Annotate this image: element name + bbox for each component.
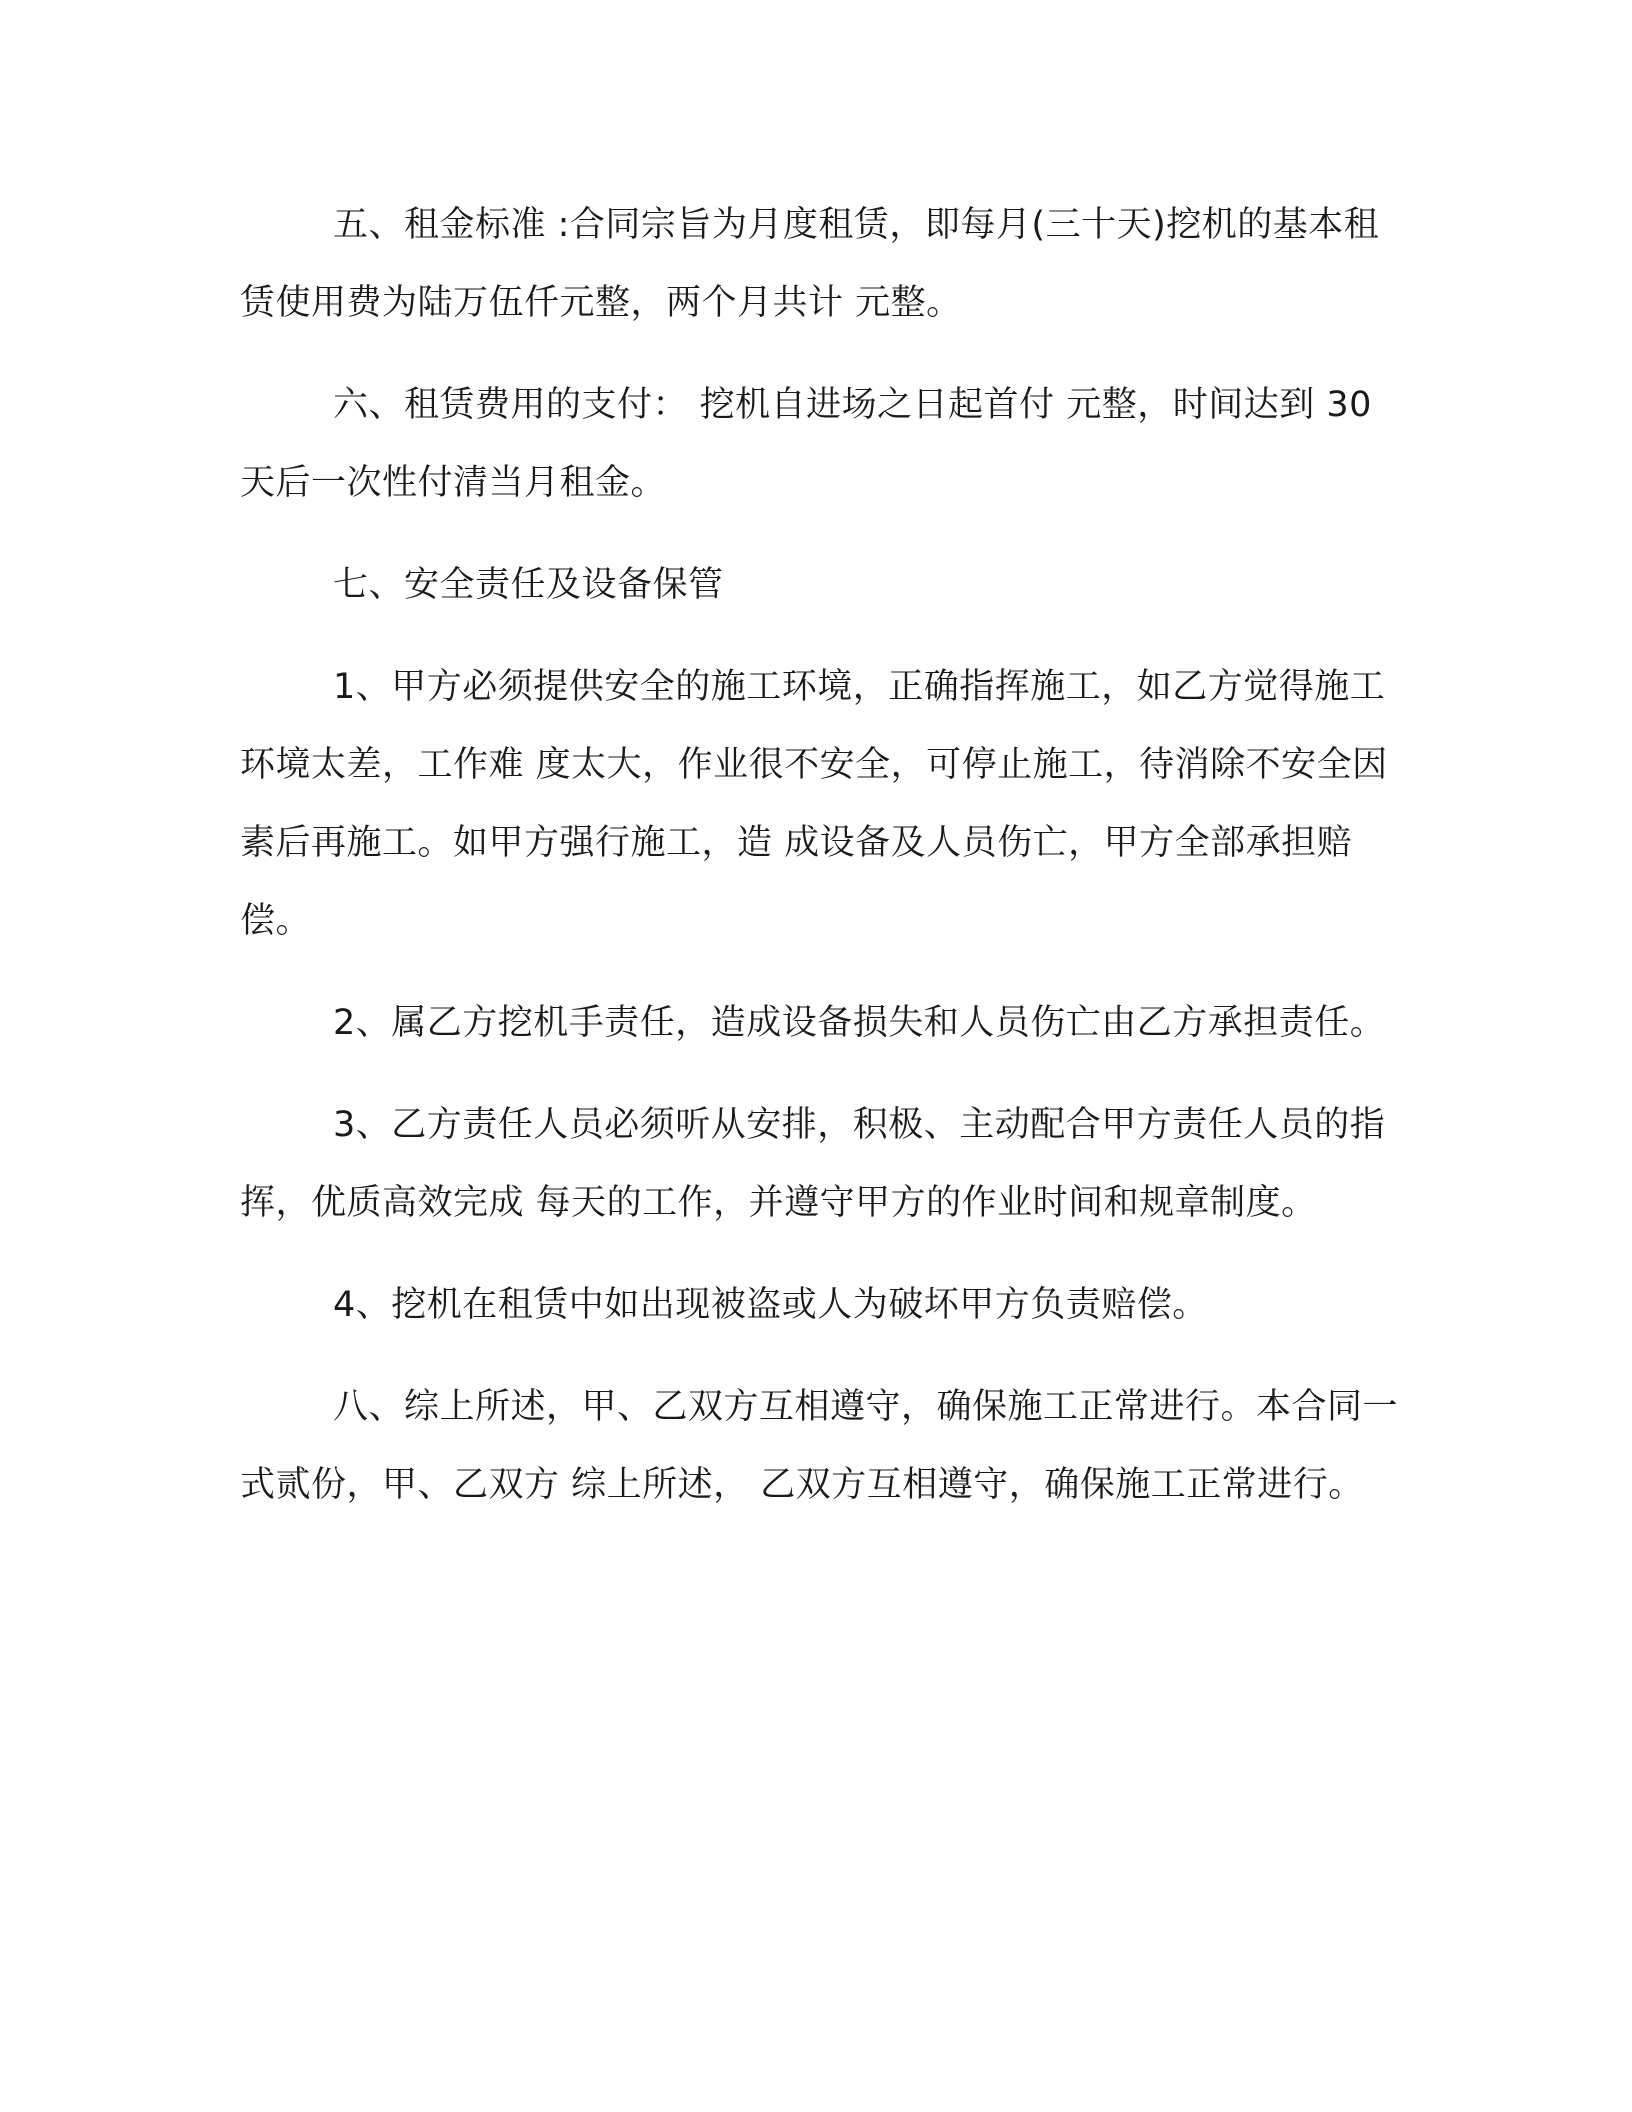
paragraph-payment: 六、租赁费用的支付： 挖机自进场之日起首付 元整，时间达到 30 天后一次性付清当月租金。: [240, 385, 1372, 503]
section-heading-safety: 七、安全责任及设备保管: [333, 565, 724, 605]
paragraph-safety-item-2: 2、属乙方挖机手责任，造成设备损失和人员伤亡由乙方承担责任。: [333, 1003, 1386, 1043]
paragraph-conclusion: 八、综上所述，甲、乙双方互相遵守，确保施工正常进行。本合同一式贰份，甲、乙双方 综上所述， 乙双方互相遵守，确保施工正常进行。: [240, 1387, 1399, 1505]
paragraph-safety-item-3: 3、乙方责任人员必须听从安排，积极、主动配合甲方责任人员的指挥，优质高效完成 每天的工作，并遵守甲方的作业时间和规章制度。: [240, 1105, 1386, 1223]
paragraph-safety-item-1: 1、甲方必须提供安全的施工环境，正确指挥施工，如乙方觉得施工环境太差，工作难 度太大，作业很不安全，可停止施工，待消除不安全因素后再施工。如甲方强行施工，造 成设备及人员伤亡，甲方全部承担赔偿。: [240, 667, 1388, 941]
document-body: [240, 186, 1410, 1548]
paragraph-safety-item-4: 4、挖机在租赁中如出现被盗或人为破坏甲方负责赔偿。: [333, 1285, 1208, 1325]
paragraph-rent-standard: 五、租金标准 :合同宗旨为月度租赁，即每月(三十天)挖机的基本租赁使用费为陆万伍仟元整，两个月共计 元整。: [240, 205, 1380, 323]
